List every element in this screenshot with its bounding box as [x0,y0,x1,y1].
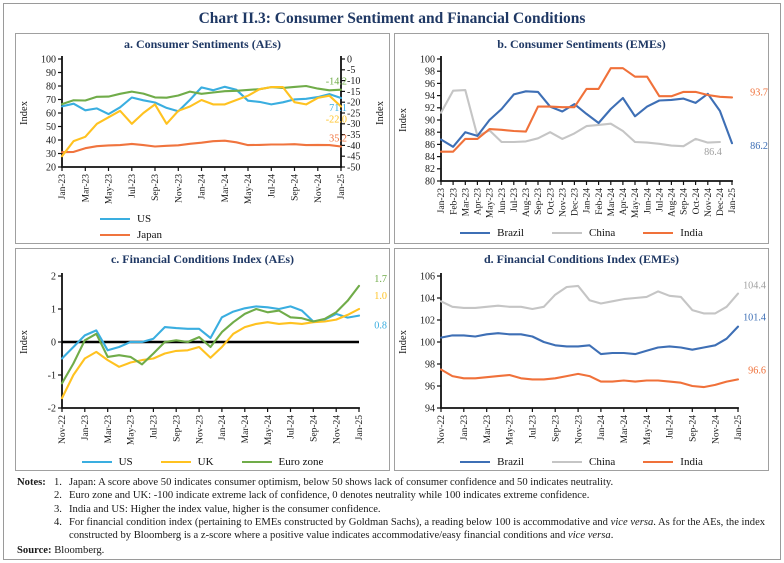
y-tick-label: 1 [51,304,56,316]
x-tick-label: Oct-24 [691,188,702,215]
x-tick-label: Nov-24 [313,174,324,204]
y-tick-label-right: -50 [347,162,361,174]
x-tick-label: Jul-24 [665,415,676,439]
y-tick-label: 88 [425,127,435,139]
y-axis-title: Index [398,108,409,132]
x-tick-label: Jan-24 [218,415,229,441]
x-tick-label: Jul-23 [528,415,539,439]
x-tick-label: Dec-23 [570,188,581,216]
x-tick-label: Jul-24 [267,174,278,198]
end-label-Euro zone: 1.7 [374,273,387,285]
legend-item-brazil [446,225,538,241]
legend-swatch [242,461,272,463]
x-tick-label: Nov-24 [703,188,714,218]
panel-d-title: d. Financial Conditions Index (EMEs) [483,252,680,266]
y-tick-label: 102 [420,315,435,327]
x-tick-label: Feb-23 [449,188,460,215]
legend-label: China [589,456,616,468]
x-tick-label: Aug-23 [522,188,533,218]
legend-label: Brazil [497,227,524,239]
legend-swatch [161,461,191,463]
note-text: For financial condition index (pertaining to EMEs constructed by Goldman Sachs), a reading below 100 is accommodative and vice versa. As for the AEs, the index constructed by Bloomberg is a z-score where a positive value indicates accommodative/easy financial conditions and vice versa. [69,517,766,542]
note-text: India and US: Higher the index value, higher is the consumer confidence. [69,503,381,515]
notes-list [17,476,767,543]
x-tick-label: Nov-23 [195,415,206,445]
legend-swatch [100,218,130,220]
y-tick-label-right: -20 [347,97,361,109]
y-tick-label: -1 [47,370,56,382]
y-tick-label: 2 [51,271,56,283]
figure-frame [3,3,781,560]
panel-b-title: b. Consumer Sentiments (EMEs) [497,37,666,51]
y-tick-label-right: -35 [347,130,361,141]
legend-item-china [538,225,629,241]
y-axis-title: Index [398,330,409,354]
x-tick-label: May-23 [505,415,516,446]
x-tick-label: Jul-24 [286,415,297,439]
x-tick-label: Nov-22 [437,415,448,445]
x-tick-label: Jul-23 [128,174,138,198]
note-number: 2. [54,490,62,502]
end-label-US: 0.8 [374,320,387,332]
x-tick-label: Sep-23 [551,415,562,442]
x-tick-label: Jan-25 [728,188,739,214]
x-tick-label: Mar-24 [241,415,251,444]
y-tick-label: 96 [425,381,435,393]
y-tick-label: 100 [420,54,435,66]
x-tick-label: Sep-23 [534,188,545,215]
y-tick-label-right: -10 [347,76,361,87]
y-tick-label: 50 [46,121,56,133]
y-tick-label: 20 [46,162,56,174]
legend-swatch [100,234,130,236]
note-text: Euro zone and UK: -100 indicate extreme lack of confidence, 0 denotes neutrality while 100 indicates extreme confidence. [69,490,590,502]
legend-swatch [643,461,673,463]
x-tick-label: Nov-23 [174,174,185,204]
y-tick-label: 84 [425,152,435,163]
y-tick-label: 30 [46,148,56,160]
note-number: 3. [54,503,62,515]
y-tick-label: 70 [46,94,56,106]
x-tick-label: May-23 [485,188,496,219]
panel-a-legend [16,211,389,243]
legend-label: China [589,227,616,239]
y-tick-label: 80 [425,176,435,188]
y-tick-label: 80 [46,81,56,93]
x-tick-label: Jul-23 [149,415,160,439]
x-tick-label: Sep-23 [172,415,183,442]
x-tick-label: Sep-23 [151,174,162,201]
legend-swatch [552,232,582,234]
legend-label: Brazil [497,456,524,468]
panel-consumer-sentiments-emes [394,33,769,244]
x-tick-label: Sep-24 [290,174,301,201]
end-label-Brazil: 86.2 [750,141,768,153]
x-tick-label: Nov-23 [558,188,569,218]
end-label-Eurozone (RHS): -14.2 [325,76,347,88]
x-tick-label: Nov-24 [332,415,343,445]
series-line-Japan [62,141,341,153]
y-tick-label: 86 [425,139,435,151]
panel-a-chart [16,53,389,211]
legend-swatch [643,232,673,234]
x-tick-label: Oct-23 [546,188,557,215]
x-tick-label: Mar-24 [220,174,231,203]
x-tick-label: Nov-23 [574,415,585,445]
x-tick-label: Jan-23 [437,188,448,214]
y-axis-title: Index [19,330,30,354]
notes-label [17,516,54,543]
x-tick-label: May-23 [104,174,115,205]
chart-title: Chart II.3: Consumer Sentiment and Financial Conditions [198,10,586,27]
y-tick-label: 40 [46,135,56,147]
panel-c-chart [16,268,389,454]
series-line-US [62,306,359,358]
legend-label: Japan [137,229,163,241]
legend-label: US [137,213,152,225]
note-number: 4. [54,517,62,529]
x-tick-label: Mar-23 [81,174,92,203]
legend-swatch [460,461,490,463]
legend-item-brazil [446,454,538,470]
x-tick-label: May-24 [263,415,274,446]
x-tick-label: May-24 [631,188,642,219]
panel-b-legend [395,225,768,241]
x-tick-label: Jan-25 [734,415,745,441]
legend-swatch [460,232,490,234]
y-tick-label: 98 [425,359,435,371]
end-label-Brazil: 101.4 [743,312,766,324]
y-tick-label: 104 [420,293,435,305]
y-axis-title: Index [19,101,30,125]
y-tick-label: 96 [425,78,435,90]
panel-c-title: c. Financial Conditions Index (AEs) [110,252,295,266]
panel-financial-conditions-emes [394,248,769,471]
legend-swatch [82,461,112,463]
y-tick-label-right: -5 [347,65,356,77]
legend-item-us [100,211,250,227]
x-tick-label: Jan-24 [582,188,593,214]
x-tick-label: Sep-24 [309,415,320,442]
legend-label: Euro zone [278,456,324,468]
x-tick-label: Dec-24 [716,188,727,216]
panel-c-legend [16,454,389,470]
x-tick-label: Sep-24 [688,415,699,442]
legend-label: UK [197,456,214,468]
x-tick-label: Nov-24 [711,415,722,445]
notes-section [15,471,769,557]
x-tick-label: Jan-25 [355,415,366,441]
x-tick-label: May-23 [126,415,137,446]
notes-label: Notes: [17,477,46,488]
end-label-India: 96.6 [748,365,766,377]
panel-b-chart [395,53,768,225]
legend-item-eurozone-rhs- [100,243,250,244]
x-tick-label: Jun-24 [643,187,654,214]
legend-item-japan [100,227,250,243]
end-label-UK: 1.0 [374,291,387,302]
legend-label: India [680,227,703,239]
y-tick-label-right: -30 [347,119,361,131]
series-line-Brazil [441,91,732,147]
x-tick-label: Apr-23 [473,188,484,216]
legend-item-euro-zone [228,454,338,470]
panels-grid [15,33,769,471]
x-tick-label: May-24 [642,415,653,446]
x-tick-label: Nov-22 [58,415,69,445]
x-tick-label: Apr-24 [619,188,630,216]
y-tick-label: 90 [425,115,435,127]
y-tick-label: 60 [46,108,56,120]
legend-item-us [68,454,147,470]
panel-financial-conditions-aes [15,248,390,471]
panel-d-chart [395,268,768,454]
y-tick-label-right: -45 [347,151,361,163]
x-tick-label: Jun-23 [497,188,508,214]
legend-item-china [538,454,629,470]
end-label-US: 71.1 [329,103,347,114]
x-tick-label: Jan-23 [58,174,69,200]
x-tick-label: Mar-23 [103,415,114,444]
y-tick-label-right: -25 [347,108,361,120]
x-tick-label: Mar-24 [606,188,617,217]
legend-label: India [680,456,703,468]
x-tick-label: Jan-24 [197,174,208,200]
y-axis-title-right: Index [375,101,386,125]
legend-label: US [118,456,133,468]
x-tick-label: Mar-24 [620,415,630,444]
end-label-China: 86.4 [704,147,722,158]
note-text: Japan: A score above 50 indicates consumer optimism, below 50 shows lack of consumer confidence and 50 indicates neutrality. [69,477,614,488]
panel-a-title: a. Consumer Sentiments (AEs) [123,37,282,51]
end-label-China: 104.4 [743,280,766,292]
y-tick-label: 100 [41,54,56,66]
x-tick-label: Jul-23 [510,188,520,212]
series-line-Euro zone [62,286,359,383]
x-tick-label: Jan-23 [81,415,91,441]
legend-item-india [629,225,717,241]
y-tick-label: 90 [46,67,56,79]
y-tick-label: 106 [420,271,435,283]
note-number: 1. [54,477,62,488]
x-tick-label: May-24 [244,174,255,205]
y-tick-label-right: -40 [347,140,361,152]
source-label: Source: [17,544,52,556]
y-tick-label: 92 [425,103,435,115]
y-tick-label-right: 0 [347,54,352,66]
y-tick-label-right: -15 [347,86,361,98]
y-tick-label: 0 [51,337,56,349]
legend-item-uk [147,454,228,470]
panel-consumer-sentiments-aes [15,33,390,244]
end-label-UK (RHS): -22.0 [325,114,347,126]
x-tick-label: Jul-24 [655,188,666,212]
notes-label [17,503,54,516]
x-tick-label: Sep-24 [679,188,690,215]
y-tick-label: 98 [425,66,435,78]
x-tick-label: Jan-24 [597,415,608,441]
series-line-Brazil [441,327,738,355]
x-tick-label: Jan-25 [337,174,348,200]
end-label-India: 93.7 [750,87,768,99]
source-text: Bloomberg. [54,544,105,556]
legend-swatch [552,461,582,463]
end-label-Japan: 35.2 [329,133,347,145]
y-tick-label: 82 [425,164,435,176]
y-tick-label: 94 [425,403,435,415]
panel-d-legend [395,454,768,470]
x-tick-label: Jan-23 [460,415,470,441]
y-tick-label: 94 [425,91,435,102]
y-tick-label: -2 [47,403,56,415]
source-line [17,544,767,557]
series-line-China [441,286,738,314]
x-tick-label: Aug-24 [667,188,678,218]
x-tick-label: Mar-23 [461,188,472,217]
x-tick-label: Feb-24 [594,188,605,215]
notes-label [17,489,54,502]
y-tick-label: 100 [420,337,435,349]
series-line-India [441,370,738,388]
series-line-India [441,68,732,152]
x-tick-label: Mar-23 [482,415,493,444]
legend-item-india [629,454,717,470]
